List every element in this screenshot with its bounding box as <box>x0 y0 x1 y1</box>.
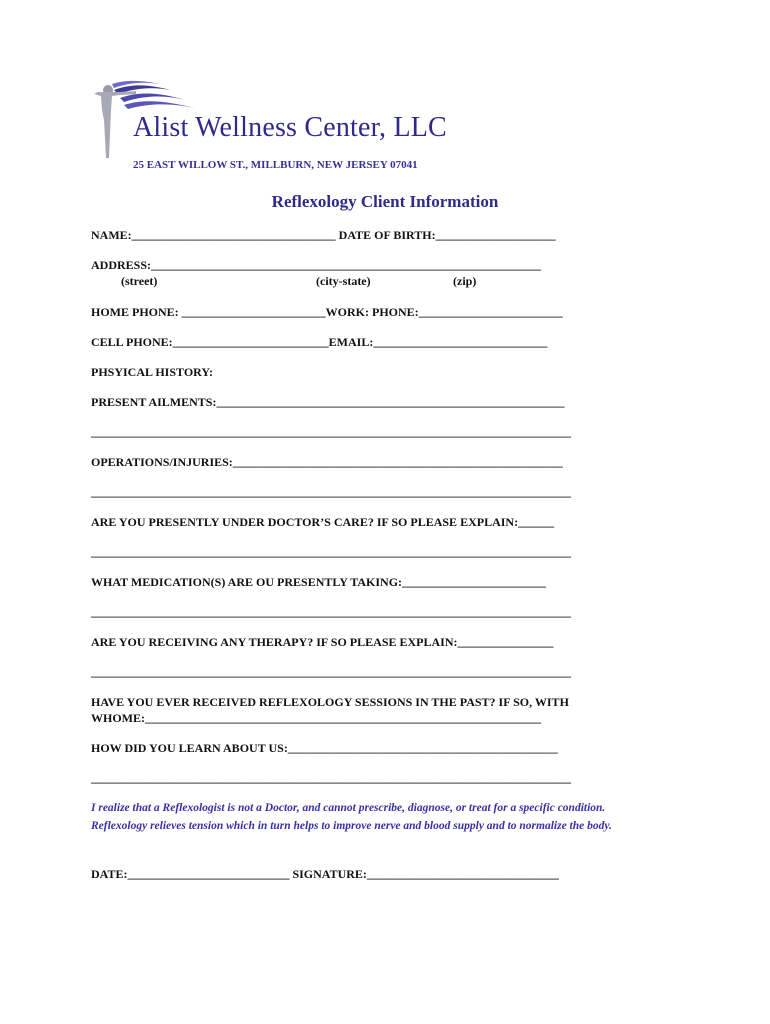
present-ailments-row: PRESENT AILMENTS:__________________________________________________________ <box>91 395 565 409</box>
address-zip-label: (zip) <box>453 274 477 288</box>
address-street-label: (street) <box>121 274 158 288</box>
signature-row: DATE:___________________________ SIGNATURE:________________________________ <box>91 867 559 881</box>
blank-line: ________________________________________________________________________________ <box>91 771 571 785</box>
learn-about-row: HOW DID YOU LEARN ABOUT US:_____________________________________________ <box>91 741 558 755</box>
doctor-care-row: ARE YOU PRESENTLY UNDER DOCTOR’S CARE? IF SO PLEASE EXPLAIN:______ <box>91 515 555 529</box>
address-row: ADDRESS:_________________________________________________________________ <box>91 258 542 272</box>
name-dob-row: NAME:__________________________________ DATE OF BIRTH:____________________ <box>91 228 556 242</box>
medication-row: WHAT MEDICATION(S) ARE OU PRESENTLY TAKING:________________________ <box>91 575 547 589</box>
blank-line: ________________________________________________________________________________ <box>91 605 571 619</box>
blank-line: ________________________________________________________________________________ <box>91 665 571 679</box>
company-name: Alist Wellness Center, LLC <box>133 112 447 143</box>
disclaimer-line-1: I realize that a Reflexologist is not a Doctor, and cannot prescribe, diagnose, or treat for a specific condition. <box>91 802 606 814</box>
past-sessions-whom-row: WHOME:__________________________________________________________________ <box>91 711 541 725</box>
phone-row: HOME PHONE: ________________________WORK: PHONE:________________________ <box>91 305 563 319</box>
therapy-row: ARE YOU RECEIVING ANY THERAPY? IF SO PLEASE EXPLAIN:________________ <box>91 635 554 649</box>
operations-row: OPERATIONS/INJURIES:_______________________________________________________ <box>91 455 563 469</box>
address-city-state-label: (city-state) <box>316 274 371 288</box>
past-sessions-row: HAVE YOU EVER RECEIVED REFLEXOLOGY SESSIONS IN THE PAST? IF SO, WITH <box>91 695 569 709</box>
blank-line: ________________________________________________________________________________ <box>91 425 571 439</box>
cell-email-row: CELL PHONE:__________________________EMAIL:_____________________________ <box>91 335 548 349</box>
company-address: 25 EAST WILLOW ST., MILLBURN, NEW JERSEY 07041 <box>133 159 418 171</box>
blank-line: ________________________________________________________________________________ <box>91 485 571 499</box>
blank-line: ________________________________________________________________________________ <box>91 545 571 559</box>
form-title: Reflexology Client Information <box>271 192 499 211</box>
physical-history-heading: PHSYICAL HISTORY: <box>91 365 213 379</box>
disclaimer-line-2: Reflexology relieves tension which in turn helps to improve nerve and blood supply and to normalize the body. <box>91 820 612 832</box>
